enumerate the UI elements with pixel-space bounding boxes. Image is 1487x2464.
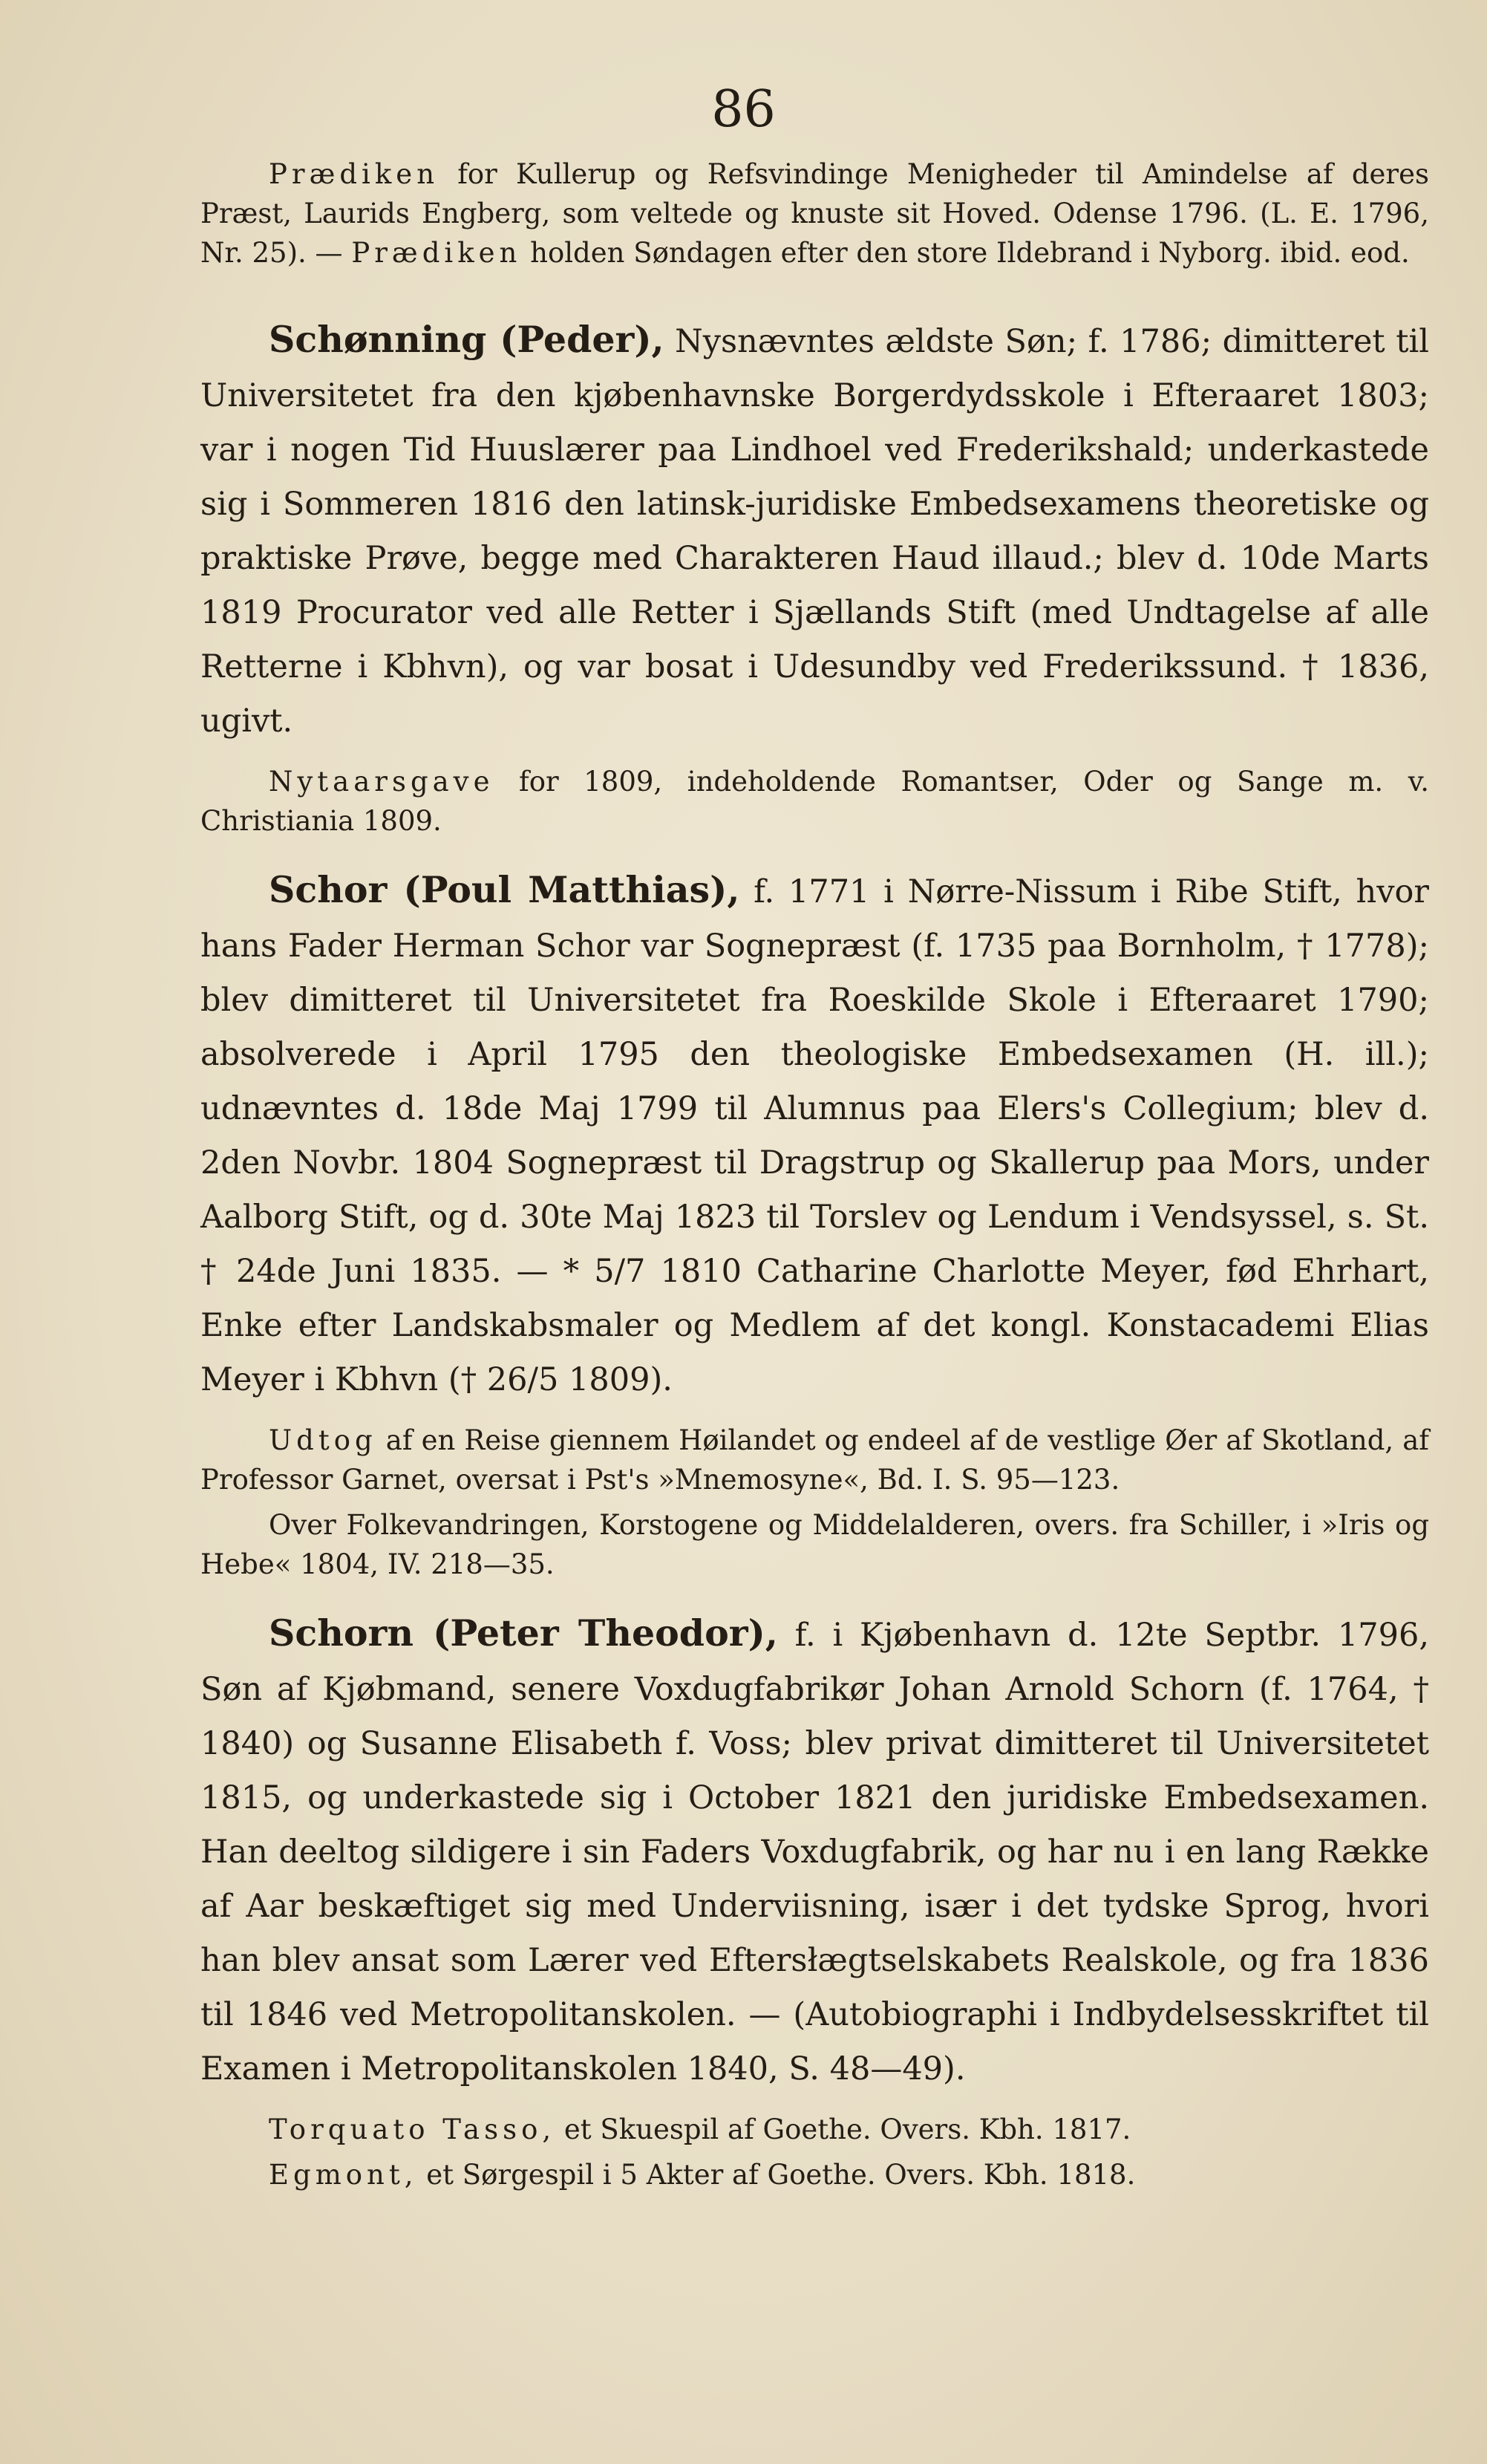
work-entry xyxy=(200,1505,1429,1584)
work-entry xyxy=(200,1421,1429,1499)
work-text: et Sørgespil i 5 Akter af Goethe. Overs. Kbh. 1818. xyxy=(417,2159,1136,2191)
entry-heading: Schor (Poul Matthias), xyxy=(269,868,740,911)
biography-entry xyxy=(200,313,1429,749)
work-entry xyxy=(200,2155,1429,2194)
work-text: holden Søndagen efter den store Ildebrand i Nyborg. ibid. eod. xyxy=(521,237,1410,269)
work-entry xyxy=(200,762,1429,841)
entry-biography: f. 1771 i Nørre-Nissum i Ribe Stift, hvor hans Fader Herman Schor var Sognepræst (f. 1735 paa Bornholm, † 1778); blev dimitteret til Universitetet fra Roeskilde Skole i Efteraaret 1790; absolverede i April 1795 den theologiske Embedsexamen (H. ill.); udnævntes d. 18de Maj 1799 til Alumnus paa Elers's Collegium; blev d. 2den Novbr. 1804 Sognepræst til Dragstrup og Skallerup paa Mors, under Aalborg Stift, og d. 30te Maj 1823 til Torslev og Lendum i Vendsyssel, s. St. † 24de Juni 1835. — * 5/7 1810 Catharine Charlotte Meyer, fød Ehrhart, Enke efter Landskabsmaler og Medlem af det kongl. Konstacademi Elias Meyer i Kbhvn († 26/5 1809). xyxy=(200,873,1429,1398)
biography-entry xyxy=(200,1606,1429,2096)
work-title: Prædiken xyxy=(351,237,522,269)
work-title: Udtog xyxy=(269,1424,377,1456)
entry-biography: Nysnævntes ældste Søn; f. 1786; dimitteret til Universitetet fra den kjøbenhavnske Borgerdydsskole i Efteraaret 1803; var i nogen Tid Huuslærer paa Lindhoel ved Frederikshald; underkastede sig i Sommeren 1816 den latinsk-juridiske Embedsexamens theoretiske og praktiske Prøve, begge med Charakteren Haud illaud.; blev d. 10de Marts 1819 Procurator ved alle Retter i Sjællands Stift (med Undtagelse af alle Retterne i Kbhvn), og var bosat i Udesundby ved Frederikssund. † 1836, ugivt. xyxy=(200,323,1430,740)
work-text: for 1809, indeholdende Romantser, Oder og Sange m. v. Christiania 1809. xyxy=(200,766,1429,837)
page-number: 86 xyxy=(711,80,776,139)
work-title: Torquato Tasso, xyxy=(269,2113,556,2145)
work-title: Egmont, xyxy=(269,2159,418,2191)
work-entry xyxy=(200,2110,1429,2149)
work-title: Prædiken xyxy=(269,158,439,190)
work-text: et Skuespil af Goethe. Overs. Kbh. 1817. xyxy=(555,2113,1131,2145)
page-body xyxy=(200,154,1429,2217)
work-title: Nytaarsgave xyxy=(269,766,494,798)
entry-heading: Schønning (Peder), xyxy=(269,318,664,361)
work-text: Over Folkevandringen, Korstogene og Middelalderen, overs. fra Schiller, i »Iris og Hebe« 1804, IV. 218—35. xyxy=(200,1509,1429,1580)
work-entry xyxy=(200,154,1429,273)
work-text: af en Reise giennem Høilandet og endeel af de vestlige Øer af Skotland, af Professor Garnet, oversat i Pst's »Mnemosyne«, Bd. I. S. 95—123. xyxy=(200,1424,1429,1496)
work-text: for Kullerup og Refsvindinge Menigheder til Amindelse af deres Præst, Laurids Engberg, som veltede og knuste sit Hoved. Odense 1796. (L. E. 1796, Nr. 25). — xyxy=(200,158,1429,269)
entry-biography: f. i Kjøbenhavn d. 12te Septbr. 1796, Søn af Kjøbmand, senere Voxdugfabrikør Johan Arnold Schorn (f. 1764, † 1840) og Susanne Elisabeth f. Voss; blev privat dimitteret til Universitetet 1815, og underkastede sig i October 1821 den juridiske Embedsexamen. Han deeltog sildigere i sin Faders Voxdugfabrik, og har nu i en lang Række af Aar beskæftiget sig med Underviisning, især i det tydske Sprog, hvori han blev ansat som Lærer ved Eftersłægtselskabets Realskole, og fra 1836 til 1846 ved Metropolitanskolen. — (Autobiographi i Indbydelsesskriftet til Examen i Metropolitanskolen 1840, S. 48—49). xyxy=(200,1617,1429,2087)
biography-entry xyxy=(200,863,1429,1407)
entry-heading: Schorn (Peter Theodor), xyxy=(269,1611,778,1655)
